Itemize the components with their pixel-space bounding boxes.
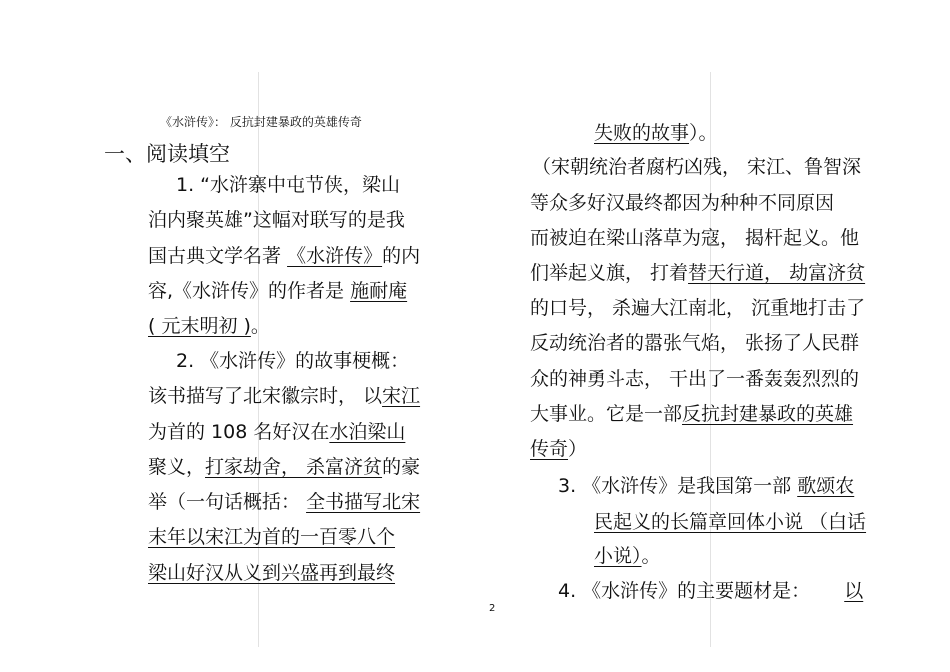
answer-blank: 反抗封建暴政的英雄 xyxy=(682,403,854,425)
right-line-6: 的口号， 杀遍大江南北， 沉重地打击了 xyxy=(530,297,866,319)
answer-blank: 传奇 xyxy=(530,438,569,460)
text: 的豪 xyxy=(382,456,421,478)
right-line-2: （宋朝统治者腐朽凶残， 宋江、鲁智深 xyxy=(532,156,862,178)
right-line-7: 反动统治者的嚣张气焰， 张扬了人民群 xyxy=(530,332,860,354)
right-line-3: 等众多好汉最终都因为种种不同原因 xyxy=(530,192,835,214)
right-line-5 xyxy=(530,260,865,286)
text: 该书描写了北宋徽宗时， 以 xyxy=(148,385,383,407)
answer-blank: ( 元末明初 ) xyxy=(148,315,251,337)
left-line-6: 2. 《水浒传》的故事梗概： xyxy=(176,350,410,372)
document-header: 《水浒传》： 反抗封建暴政的英雄传奇 xyxy=(160,115,362,129)
left-line-2: 泊内聚英雄”这幅对联写的是我 xyxy=(148,209,405,231)
text: 聚义， xyxy=(148,456,206,478)
left-line-8 xyxy=(148,419,405,445)
answer-blank: 歌颂农 xyxy=(797,475,855,497)
answer-blank: 全书描写北宋 xyxy=(306,491,421,513)
text: ）。 xyxy=(689,122,718,144)
text: 3. 《水浒传》是我国第一部 xyxy=(558,475,792,497)
left-line-3 xyxy=(148,243,420,269)
text: 们举起义旗， 打着 xyxy=(530,262,689,284)
answer-blank: 小说） xyxy=(594,545,642,567)
right-line-13 xyxy=(594,543,661,569)
left-line-5 xyxy=(148,313,270,339)
left-line-7 xyxy=(148,383,420,409)
answer-blank: 以 xyxy=(844,580,864,602)
text: 国古典文学名著 xyxy=(148,245,282,267)
left-line-1: 1. “水浒寨中屯节侠，梁山 xyxy=(176,174,401,196)
text: 大事业。它是一部 xyxy=(530,403,683,425)
text: 4. 《水浒传》的主要题材是： xyxy=(558,580,811,602)
text: 的内 xyxy=(382,245,421,267)
answer-blank: 水泊梁山 xyxy=(329,421,406,443)
left-line-10 xyxy=(148,489,420,515)
text: ） xyxy=(568,438,588,460)
right-line-10 xyxy=(530,436,587,462)
right-line-14 xyxy=(558,578,863,604)
text: 容,《水浒传》的作者是 xyxy=(148,280,345,302)
left-line-11: 末年以宋江为首的一百零八个 xyxy=(148,526,396,548)
section-title: 一、阅读填空 xyxy=(104,142,230,166)
left-line-4 xyxy=(148,278,407,304)
right-line-1 xyxy=(594,120,718,146)
text: 为首的 108 名好汉在 xyxy=(148,421,330,443)
answer-blank: 失败的故事 xyxy=(594,122,690,144)
text: 。 xyxy=(250,315,270,337)
right-line-11 xyxy=(558,473,854,499)
answer-blank: 《水浒传》 xyxy=(287,245,383,267)
left-line-12: 梁山好汉从义到兴盛再到最终 xyxy=(148,562,396,584)
left-line-9 xyxy=(148,454,420,480)
right-line-9 xyxy=(530,401,853,427)
text: 举（一句话概括： xyxy=(148,491,301,513)
answer-blank: 替天行道， 劫富济贫 xyxy=(688,262,866,284)
answer-blank: 打家劫舍， 杀富济贫 xyxy=(205,456,383,478)
answer-blank: 施耐庵 xyxy=(350,280,408,302)
right-line-12: 民起义的长篇章回体小说 （白话 xyxy=(594,511,867,533)
page-number: 2 xyxy=(489,603,496,614)
answer-blank: 宋江 xyxy=(382,385,421,407)
right-line-8: 众的神勇斗志， 干出了一番轰轰烈烈的 xyxy=(530,368,860,390)
text: 。 xyxy=(641,545,661,567)
right-line-4: 而被迫在梁山落草为寇， 揭杆起义。他 xyxy=(530,227,860,249)
